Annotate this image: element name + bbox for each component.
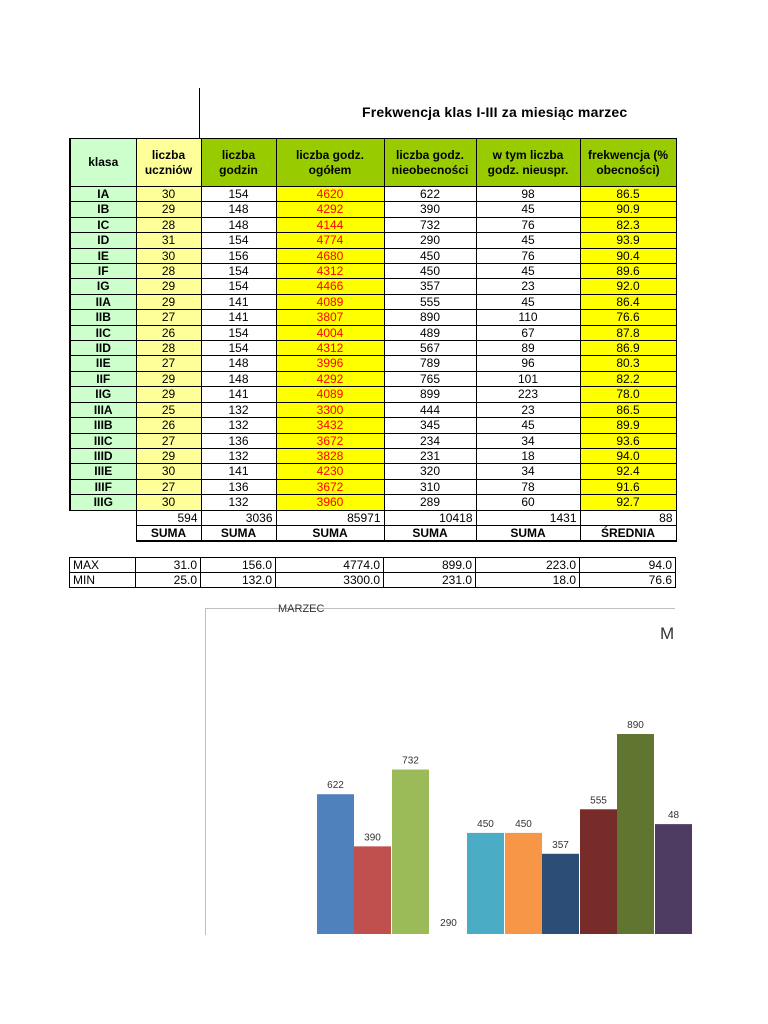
row-nieob: 450 <box>384 248 476 263</box>
row-frek: 86.5 <box>580 402 676 417</box>
total-godzin: 3036 <box>201 510 276 525</box>
header-liczba-uczniow: liczba uczniów <box>136 139 201 187</box>
min-nieob: 231.0 <box>384 573 476 588</box>
row-ogolem: 4680 <box>276 248 384 263</box>
row-nieuspr: 78 <box>476 479 580 494</box>
row-klasa: IB <box>70 202 136 217</box>
row-nieob: 890 <box>384 310 476 325</box>
row-ogolem: 3672 <box>276 433 384 448</box>
row-frek: 92.7 <box>580 495 676 510</box>
row-uczniow: 28 <box>136 341 201 356</box>
bar-label-IC: 732 <box>402 755 419 767</box>
row-frek: 92.4 <box>580 464 676 479</box>
row-frek: 93.6 <box>580 433 676 448</box>
bar-label-IIB: 890 <box>627 720 644 732</box>
row-uczniow: 27 <box>136 479 201 494</box>
row-ogolem: 4620 <box>276 187 384 202</box>
row-uczniow: 27 <box>136 433 201 448</box>
table-row <box>70 479 676 494</box>
chart-title-cut: MARZEC <box>278 603 325 615</box>
row-nieob: 555 <box>384 294 476 309</box>
total-uczniow: 594 <box>136 510 201 525</box>
row-klasa: IIIG <box>70 495 136 510</box>
row-nieuspr: 76 <box>476 248 580 263</box>
row-klasa: ID <box>70 233 136 248</box>
row-ogolem: 3672 <box>276 479 384 494</box>
table-row <box>70 418 676 433</box>
row-nieob: 444 <box>384 402 476 417</box>
row-klasa: IA <box>70 187 136 202</box>
row-nieuspr: 45 <box>476 202 580 217</box>
row-ogolem: 4292 <box>276 202 384 217</box>
row-frek: 80.3 <box>580 356 676 371</box>
row-frek: 89.9 <box>580 418 676 433</box>
max-nieuspr: 223.0 <box>476 558 580 573</box>
row-ogolem: 3996 <box>276 356 384 371</box>
row-nieob: 310 <box>384 479 476 494</box>
row-frek: 87.8 <box>580 325 676 340</box>
row-nieuspr: 45 <box>476 233 580 248</box>
row-nieuspr: 98 <box>476 187 580 202</box>
row-ogolem: 4144 <box>276 217 384 232</box>
min-label: MIN <box>70 573 136 588</box>
row-nieob: 320 <box>384 464 476 479</box>
row-ogolem: 4292 <box>276 371 384 386</box>
table-row <box>70 202 676 217</box>
totals-row <box>70 510 676 525</box>
bar-label-IIA: 555 <box>590 795 607 807</box>
row-godzin: 148 <box>201 356 276 371</box>
row-uczniow: 29 <box>136 371 201 386</box>
row-frek: 91.6 <box>580 479 676 494</box>
row-ogolem: 4230 <box>276 464 384 479</box>
row-nieuspr: 67 <box>476 325 580 340</box>
min-frek: 76.6 <box>580 573 676 588</box>
row-klasa: IIIA <box>70 402 136 417</box>
max-ogolem: 4774.0 <box>276 558 384 573</box>
row-nieuspr: 110 <box>476 310 580 325</box>
table-row <box>70 402 676 417</box>
row-godzin: 136 <box>201 479 276 494</box>
table-row <box>70 387 676 402</box>
row-nieob: 390 <box>384 202 476 217</box>
min-uczniow: 25.0 <box>136 573 201 588</box>
table-row <box>70 341 676 356</box>
row-uczniow: 30 <box>136 248 201 263</box>
row-frek: 93.9 <box>580 233 676 248</box>
label-suma-ogolem: SUMA <box>276 525 384 541</box>
header-godz-nieuspr: w tym liczba godz. nieuspr. <box>476 139 580 187</box>
min-godzin: 132.0 <box>201 573 276 588</box>
row-klasa: IC <box>70 217 136 232</box>
table-row <box>70 433 676 448</box>
max-godzin: 156.0 <box>201 558 276 573</box>
header-liczba-godzin: liczba godzin <box>201 139 276 187</box>
row-godzin: 132 <box>201 402 276 417</box>
row-klasa: IIC <box>70 325 136 340</box>
row-klasa: IIG <box>70 387 136 402</box>
chart-title: M <box>660 624 675 643</box>
header-row <box>70 139 676 187</box>
row-uczniow: 28 <box>136 264 201 279</box>
table-row <box>70 310 676 325</box>
bar-IE <box>467 833 504 934</box>
row-nieuspr: 45 <box>476 264 580 279</box>
row-nieob: 357 <box>384 279 476 294</box>
totals-label-row <box>70 525 676 541</box>
bar-IC <box>392 770 429 934</box>
table-row <box>70 187 676 202</box>
row-uczniow: 26 <box>136 325 201 340</box>
total-nieob: 10418 <box>384 510 476 525</box>
row-klasa: IIF <box>70 371 136 386</box>
row-nieuspr: 23 <box>476 279 580 294</box>
row-klasa: IIIF <box>70 479 136 494</box>
row-uczniow: 27 <box>136 310 201 325</box>
row-uczniow: 29 <box>136 448 201 463</box>
row-klasa: IE <box>70 248 136 263</box>
row-godzin: 154 <box>201 264 276 279</box>
row-nieuspr: 89 <box>476 341 580 356</box>
table-row <box>70 248 676 263</box>
row-nieuspr: 223 <box>476 387 580 402</box>
max-label: MAX <box>70 558 136 573</box>
row-godzin: 136 <box>201 433 276 448</box>
row-uczniow: 31 <box>136 233 201 248</box>
row-nieuspr: 45 <box>476 418 580 433</box>
bar-label-IE: 450 <box>477 818 494 830</box>
bar-IG <box>542 854 579 934</box>
row-frek: 89.6 <box>580 264 676 279</box>
row-nieob: 345 <box>384 418 476 433</box>
row-uczniow: 30 <box>136 495 201 510</box>
row-ogolem: 4466 <box>276 279 384 294</box>
totals-blank <box>70 510 136 525</box>
table-row <box>70 464 676 479</box>
row-nieob: 289 <box>384 495 476 510</box>
bar-IB <box>354 846 391 934</box>
row-nieuspr: 34 <box>476 433 580 448</box>
sheet-vertical-rule <box>199 88 200 138</box>
row-godzin: 148 <box>201 202 276 217</box>
row-uczniow: 25 <box>136 402 201 417</box>
header-godz-nieobecnosci: liczba godz. nieobecności <box>384 139 476 187</box>
label-srednia: ŚREDNIA <box>580 525 676 541</box>
row-frek: 86.4 <box>580 294 676 309</box>
row-godzin: 154 <box>201 325 276 340</box>
max-uczniow: 31.0 <box>136 558 201 573</box>
row-godzin: 132 <box>201 448 276 463</box>
row-godzin: 141 <box>201 387 276 402</box>
label-suma-nieob: SUMA <box>384 525 476 541</box>
row-godzin: 141 <box>201 464 276 479</box>
row-ogolem: 4089 <box>276 387 384 402</box>
header-klasa: klasa <box>70 139 136 187</box>
table-row <box>70 495 676 510</box>
row-nieob: 450 <box>384 264 476 279</box>
row-nieuspr: 45 <box>476 294 580 309</box>
max-row <box>70 558 676 573</box>
row-nieob: 290 <box>384 233 476 248</box>
row-nieob: 234 <box>384 433 476 448</box>
header-godz-ogolem: liczba godz. ogółem <box>276 139 384 187</box>
row-klasa: IIIC <box>70 433 136 448</box>
row-frek: 86.9 <box>580 341 676 356</box>
row-nieob: 765 <box>384 371 476 386</box>
bar-label-ID: 290 <box>440 918 457 929</box>
table-body <box>70 187 676 511</box>
row-klasa: IIA <box>70 294 136 309</box>
row-nieuspr: 101 <box>476 371 580 386</box>
row-klasa: IIID <box>70 448 136 463</box>
row-klasa: IID <box>70 341 136 356</box>
row-nieob: 489 <box>384 325 476 340</box>
attendance-table <box>69 138 677 542</box>
row-godzin: 154 <box>201 187 276 202</box>
min-nieuspr: 18.0 <box>476 573 580 588</box>
row-godzin: 148 <box>201 217 276 232</box>
row-nieob: 899 <box>384 387 476 402</box>
bar-label-IF: 450 <box>515 818 532 830</box>
table-row <box>70 371 676 386</box>
max-nieob: 899.0 <box>384 558 476 573</box>
row-frek: 94.0 <box>580 448 676 463</box>
row-uczniow: 29 <box>136 387 201 402</box>
row-uczniow: 30 <box>136 464 201 479</box>
row-nieuspr: 60 <box>476 495 580 510</box>
table-row <box>70 264 676 279</box>
row-uczniow: 30 <box>136 187 201 202</box>
row-nieob: 622 <box>384 187 476 202</box>
row-ogolem: 3432 <box>276 418 384 433</box>
min-ogolem: 3300.0 <box>276 573 384 588</box>
row-nieob: 567 <box>384 341 476 356</box>
row-nieuspr: 23 <box>476 402 580 417</box>
row-godzin: 141 <box>201 310 276 325</box>
row-frek: 76.6 <box>580 310 676 325</box>
row-klasa: IIIE <box>70 464 136 479</box>
chart-plot <box>206 609 680 935</box>
row-nieob: 231 <box>384 448 476 463</box>
bar-IF <box>505 833 542 934</box>
table-row <box>70 217 676 232</box>
row-frek: 82.3 <box>580 217 676 232</box>
table-row <box>70 233 676 248</box>
row-ogolem: 4089 <box>276 294 384 309</box>
bar-label-IG: 357 <box>552 839 569 851</box>
row-uczniow: 27 <box>136 356 201 371</box>
bar-label-IA: 622 <box>327 780 344 792</box>
bar-IIC <box>655 824 692 934</box>
row-godzin: 132 <box>201 418 276 433</box>
row-uczniow: 26 <box>136 418 201 433</box>
absence-chart <box>205 603 680 935</box>
sheet-title: Frekwencja klas I-III za miesiąc marzec <box>362 104 628 120</box>
row-klasa: IIIB <box>70 418 136 433</box>
row-klasa: IF <box>70 264 136 279</box>
label-suma-godzin: SUMA <box>201 525 276 541</box>
row-ogolem: 3960 <box>276 495 384 510</box>
row-godzin: 156 <box>201 248 276 263</box>
row-klasa: IIE <box>70 356 136 371</box>
min-row <box>70 573 676 588</box>
row-ogolem: 3807 <box>276 310 384 325</box>
row-frek: 78.0 <box>580 387 676 402</box>
table-row <box>70 448 676 463</box>
row-klasa: IIB <box>70 310 136 325</box>
totals-label-blank <box>70 525 136 541</box>
bar-IIB <box>617 734 654 934</box>
table-row <box>70 279 676 294</box>
table-row <box>70 356 676 371</box>
row-nieuspr: 18 <box>476 448 580 463</box>
row-frek: 86.5 <box>580 187 676 202</box>
row-frek: 92.0 <box>580 279 676 294</box>
total-nieuspr: 1431 <box>476 510 580 525</box>
total-frek: 88 <box>580 510 676 525</box>
row-nieuspr: 96 <box>476 356 580 371</box>
row-godzin: 154 <box>201 279 276 294</box>
row-uczniow: 29 <box>136 202 201 217</box>
row-nieob: 732 <box>384 217 476 232</box>
row-godzin: 141 <box>201 294 276 309</box>
row-godzin: 154 <box>201 233 276 248</box>
header-frekwencja: frekwencja (% obecności) <box>580 139 676 187</box>
min-max-table <box>69 557 676 588</box>
row-frek: 82.2 <box>580 371 676 386</box>
row-ogolem: 4004 <box>276 325 384 340</box>
bar-IIA <box>580 809 617 934</box>
row-uczniow: 29 <box>136 294 201 309</box>
row-frek: 90.4 <box>580 248 676 263</box>
row-nieuspr: 34 <box>476 464 580 479</box>
max-frek: 94.0 <box>580 558 676 573</box>
row-nieuspr: 76 <box>476 217 580 232</box>
total-ogolem: 85971 <box>276 510 384 525</box>
row-ogolem: 4312 <box>276 264 384 279</box>
row-frek: 90.9 <box>580 202 676 217</box>
label-suma-nieuspr: SUMA <box>476 525 580 541</box>
bar-IA <box>317 794 354 934</box>
row-ogolem: 4774 <box>276 233 384 248</box>
table-row <box>70 325 676 340</box>
row-godzin: 132 <box>201 495 276 510</box>
row-uczniow: 28 <box>136 217 201 232</box>
row-uczniow: 29 <box>136 279 201 294</box>
row-klasa: IG <box>70 279 136 294</box>
row-ogolem: 3300 <box>276 402 384 417</box>
row-nieob: 789 <box>384 356 476 371</box>
label-suma-uczniow: SUMA <box>136 525 201 541</box>
row-godzin: 148 <box>201 371 276 386</box>
bar-label-IIC: 48 <box>667 810 680 822</box>
table-row <box>70 294 676 309</box>
row-godzin: 154 <box>201 341 276 356</box>
row-ogolem: 4312 <box>276 341 384 356</box>
row-ogolem: 3828 <box>276 448 384 463</box>
bar-label-IB: 390 <box>364 832 381 844</box>
